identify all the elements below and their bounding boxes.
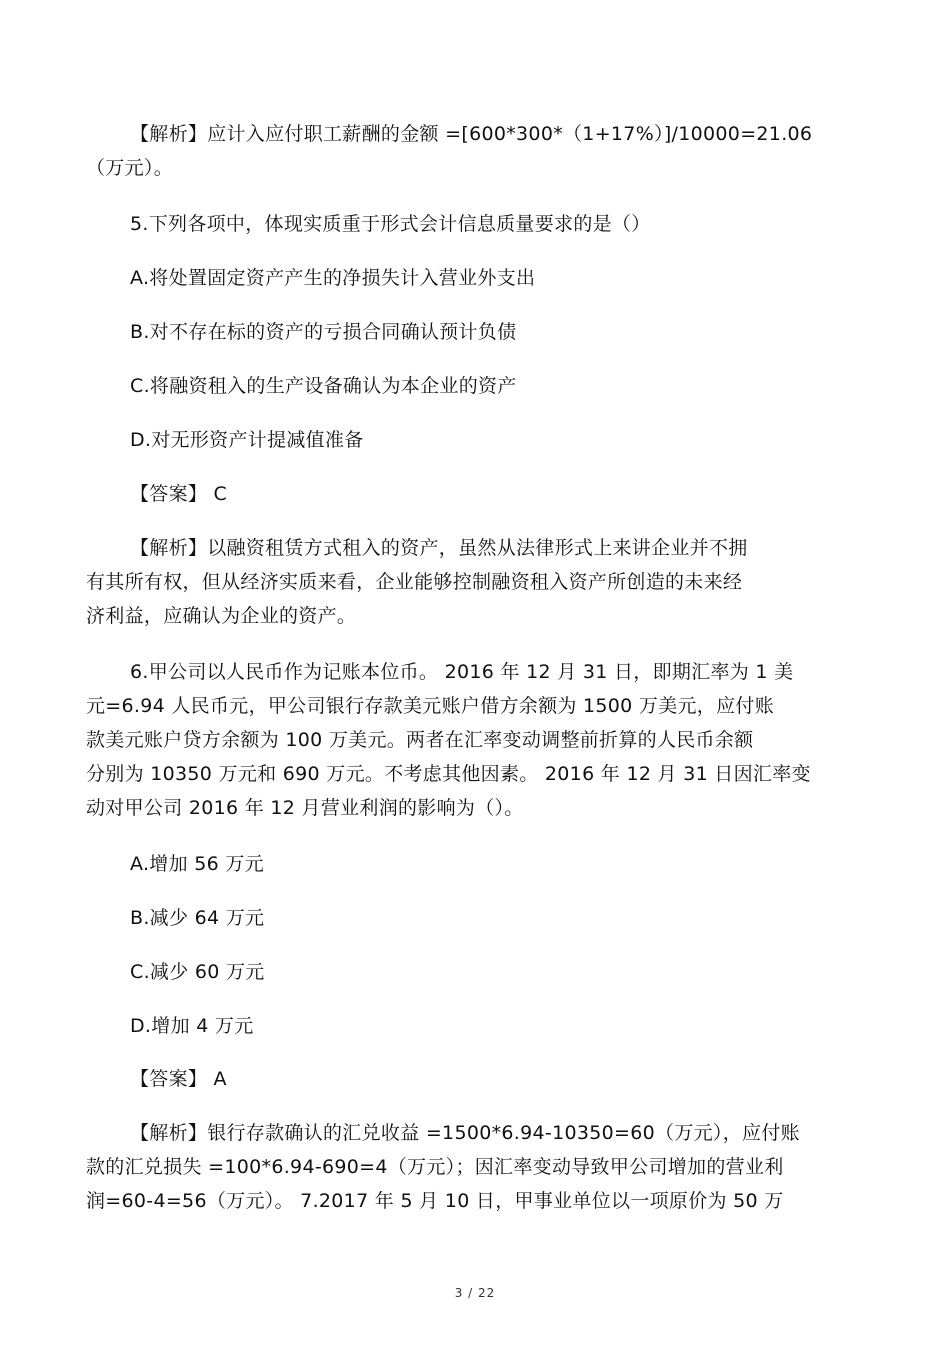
q6-option-a: A.增加 56 万元 — [130, 853, 264, 875]
q6-answer: 【答案】 A — [130, 1068, 227, 1090]
page-number: 3 / 22 — [454, 1286, 496, 1300]
q5-option-a: A.将处置固定资产产生的净损失计入营业外支出 — [130, 267, 536, 289]
q6-option-d: D.增加 4 万元 — [130, 1015, 254, 1037]
q6-analysis-line-3: 润=60-4=56（万元）。 7.2017 年 5 月 10 日，甲事业单位以一项原价为 50 万 — [86, 1190, 784, 1212]
q5-option-c: C.将融资租入的生产设备确认为本企业的资产 — [130, 375, 517, 397]
q6-question-line-4: 分别为 10350 万元和 690 万元。不考虑其他因素。 2016 年 12 月 31 日因汇率变 — [86, 763, 811, 785]
q6-option-b: B.减少 64 万元 — [130, 907, 265, 929]
q5-analysis-line-1: 【解析】以融资租赁方式租入的资产，虽然从法律形式上来讲企业并不拥 — [130, 537, 748, 559]
q5-question: 5.下列各项中，体现实质重于形式会计信息质量要求的是（） — [130, 213, 651, 235]
q6-analysis-line-1: 【解析】银行存款确认的汇兑收益 =1500*6.94-10350=60（万元），应付账 — [130, 1122, 800, 1144]
q4-analysis-line-1: 【解析】应计入应付职工薪酬的金额 =[600*300*（1+17%）]/10000=21.06 — [130, 123, 813, 145]
q4-analysis-line-2: （万元）。 — [86, 157, 174, 179]
q6-question-line-5: 动对甲公司 2016 年 12 月营业利润的影响为（）。 — [86, 797, 524, 819]
q6-question-line-3: 款美元账户贷方余额为 100 万美元。两者在汇率变动调整前折算的人民币余额 — [86, 729, 754, 751]
q6-analysis-line-2: 款的汇兑损失 =100*6.94-690=4（万元）；因汇率变动导致甲公司增加的营业利 — [86, 1156, 784, 1178]
q5-option-b: B.对不存在标的资产的亏损合同确认预计负债 — [130, 321, 517, 343]
q5-answer: 【答案】 C — [130, 483, 228, 505]
q6-option-c: C.减少 60 万元 — [130, 961, 265, 983]
q5-option-d: D.对无形资产计提减值准备 — [130, 429, 364, 451]
q6-question-line-1: 6.甲公司以人民币作为记账本位币。 2016 年 12 月 31 日，即期汇率为 1 美 — [130, 661, 794, 683]
q5-analysis-line-2: 有其所有权，但从经济实质来看，企业能够控制融资租入资产所创造的未来经 — [86, 571, 743, 593]
q6-question-line-2: 元=6.94 人民币元，甲公司银行存款美元账户借方余额为 1500 万美元，应付账 — [86, 695, 774, 717]
q5-analysis-line-3: 济利益，应确认为企业的资产。 — [86, 605, 357, 627]
